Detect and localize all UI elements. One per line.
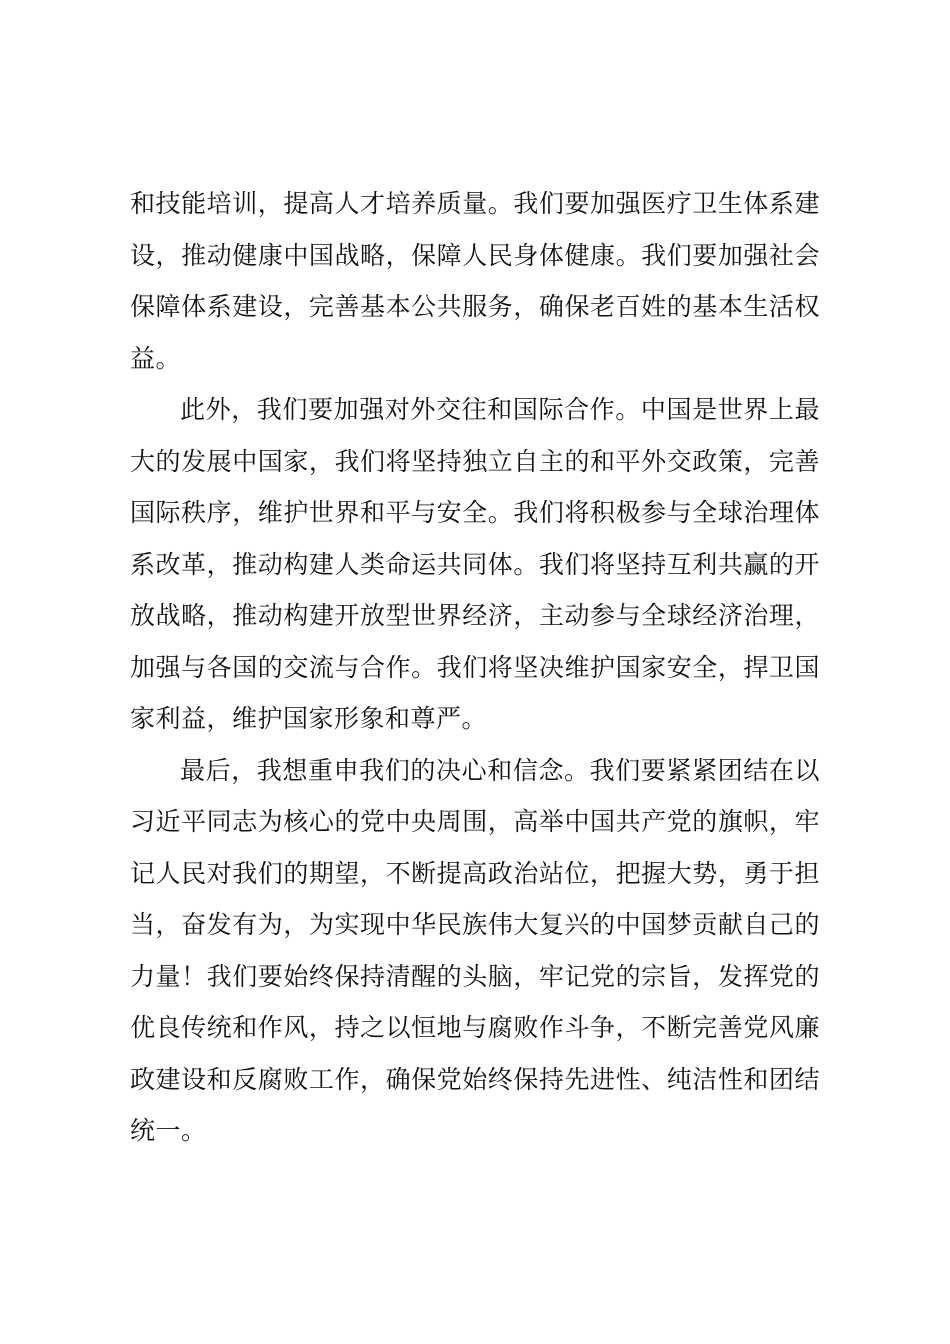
paragraph-conclusion: 最后，我想重申我们的决心和信念。我们要紧紧团结在以习近平同志为核心的党中央周围，高举中国共产党的旗帜，牢记人民对我们的期望，不断提高政治站位，把握大势，勇于担当，奋发有为，为实现中华民族伟大复兴的中国梦贡献自己的力量！我们要始终保持清醒的头脑，牢记党的宗旨，发挥党的优良传统和作风，持之以恒地与腐败作斗争，不断完善党风廉政建设和反腐败工作，确保党始终保持先进性、纯洁性和团结统一。	[130, 755, 820, 1145]
paragraph-continuation: 和技能培训，提高人才培养质量。我们要加强医疗卫生体系建设，推动健康中国战略，保障人民身体健康。我们要加强社会保障体系建设，完善基本公共服务，确保老百姓的基本生活权益。	[130, 189, 820, 373]
paragraph-foreign-affairs: 此外，我们要加强对外交往和国际合作。中国是世界上最大的发展中国家，我们将坚持独立自主的和平外交政策，完善国际秩序，维护世界和平与安全。我们将积极参与全球治理体系改革，推动构建人类命运共同体。我们将坚持互利共赢的开放战略，推动构建开放型世界经济，主动参与全球经济治理，加强与各国的交流与合作。我们将坚决维护国家安全，捍卫国家利益，维护国家形象和尊严。	[130, 395, 820, 733]
document-body	[130, 178, 820, 1157]
